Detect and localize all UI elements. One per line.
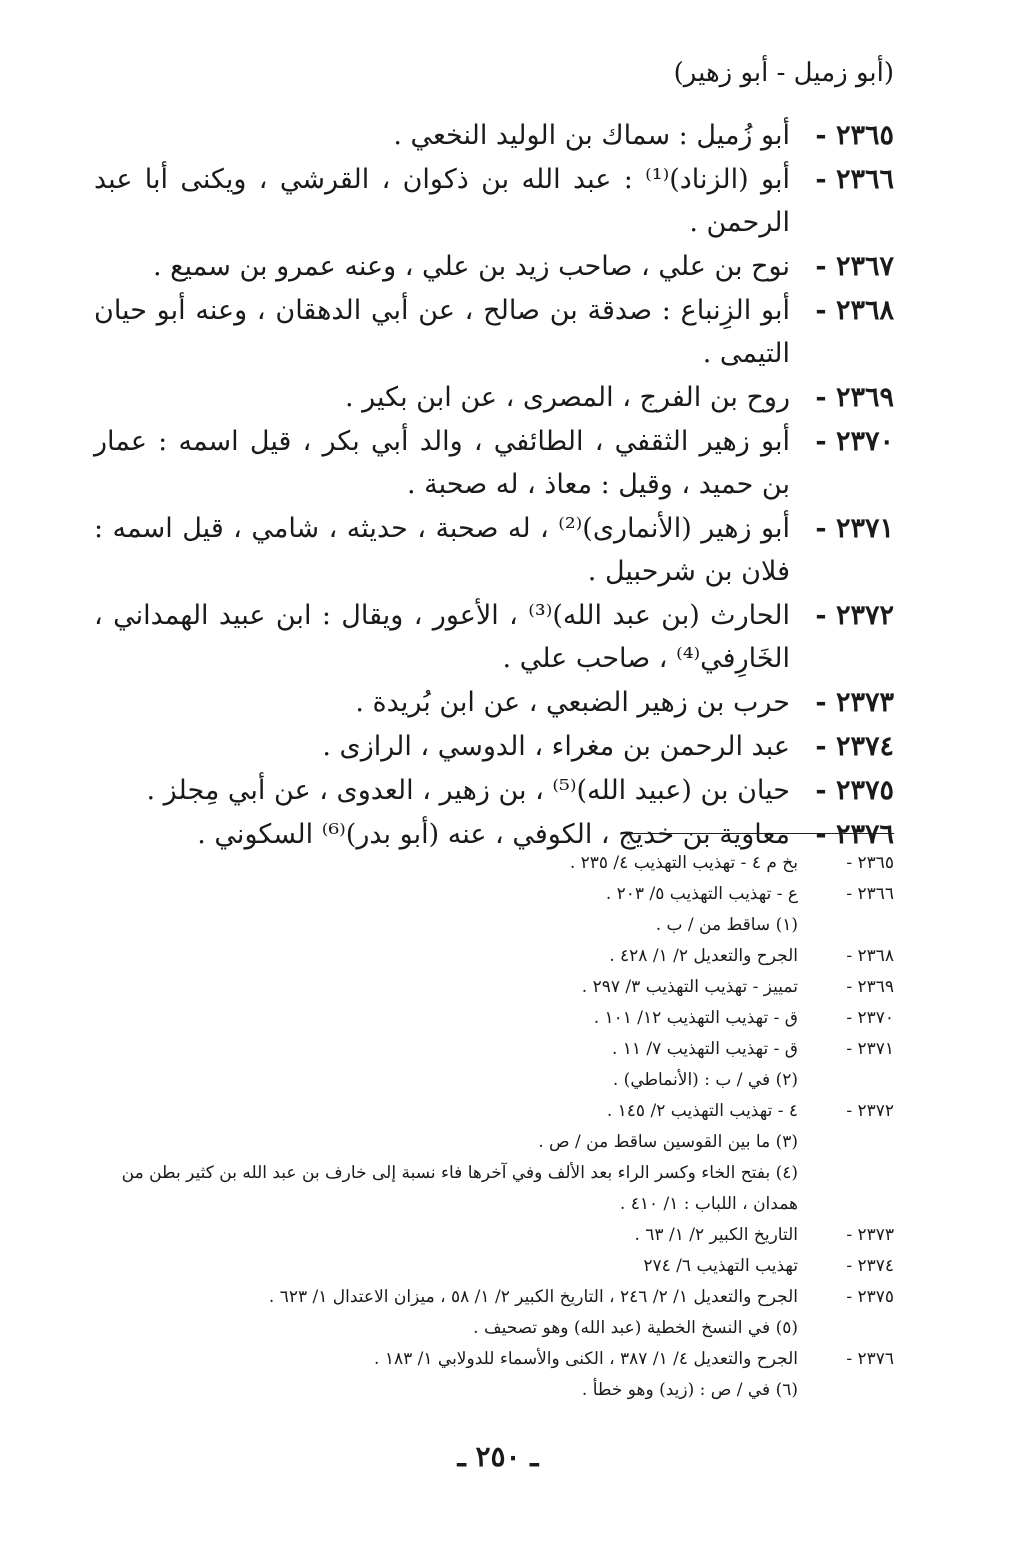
entry-number: ٢٣٦٩ - bbox=[815, 382, 894, 413]
footnote-text: ق - تهذيب التهذيب ٧/ ١١ . bbox=[611, 1039, 798, 1059]
footnote-ref: ٢٣٧١ - bbox=[846, 1039, 894, 1059]
footnote-ref: ٢٣٦٥ - bbox=[846, 853, 894, 873]
footnote bbox=[94, 1096, 894, 1127]
footnote-ref: ٢٣٦٦ - bbox=[846, 884, 894, 904]
entry-text: أبو زهير (الأنمارى)⁽²⁾ ، له صحبة ، حديثه ، شامي ، قيل اسمه : فلان بن شرحبيل . bbox=[94, 513, 790, 587]
footnote-text: الجرح والتعديل ١/ ٢/ ٢٤٦ ، التاريخ الكبير ٢/ ١/ ٥٨ ، ميزان الاعتدال ١/ ٦٢٣ . bbox=[268, 1287, 798, 1307]
entry-text: حيان بن (عبيد الله)⁽⁵⁾ ، بن زهير ، العدوى ، عن أبي مِجلز . bbox=[146, 775, 790, 806]
footnote-text: الجرح والتعديل ٤/ ١/ ٣٨٧ ، الكنى والأسماء للدولابي ١/ ١٨٣ . bbox=[374, 1349, 798, 1369]
entry-number: ٢٣٧١ - bbox=[815, 513, 894, 544]
entry-text: أبو الزِنباع : صدقة بن صالح ، عن أبي الدهقان ، وعنه أبو حيان التيمى . bbox=[94, 295, 790, 369]
footnote bbox=[94, 848, 894, 879]
entry bbox=[94, 507, 894, 593]
page-number: ـ ٢٥٠ ـ bbox=[457, 1440, 539, 1473]
entry-number: ٢٣٧٥ - bbox=[815, 775, 894, 806]
entry-text: معاوية بن خديج ، الكوفي ، عنه (أبو بدر)⁽⁶⁾ السكوني . bbox=[197, 819, 790, 850]
footnote-ref: ٢٣٧٣ - bbox=[846, 1225, 894, 1245]
footnote bbox=[94, 1344, 894, 1375]
footnote-text: (٦) في / ص : (زيد) وهو خطأ . bbox=[581, 1380, 798, 1400]
footnote-ref: ٢٣٦٩ - bbox=[846, 977, 894, 997]
entry bbox=[94, 420, 894, 506]
entry-number: ٢٣٧٦ - bbox=[815, 819, 894, 850]
footnote bbox=[94, 1220, 894, 1251]
entry-number: ٢٣٦٥ - bbox=[815, 120, 894, 151]
entry-number: ٢٣٧٤ - bbox=[815, 731, 894, 762]
footnote-text: بخ م ٤ - تهذيب التهذيب ٤/ ٢٣٥ . bbox=[569, 853, 798, 873]
footnotes-list bbox=[94, 848, 894, 1406]
footnote bbox=[94, 1034, 894, 1065]
footnote-ref: ٢٣٧٦ - bbox=[846, 1349, 894, 1369]
footnote-text: (١) ساقط من / ب . bbox=[655, 915, 798, 935]
entry-number: ٢٣٦٦ - bbox=[815, 164, 894, 195]
footnote bbox=[94, 1065, 894, 1096]
footnote bbox=[94, 910, 894, 941]
footnote-text: (٢) في / ب : (الأنماطي) . bbox=[612, 1070, 798, 1090]
footnote-text: تمييز - تهذيب التهذيب ٣/ ٢٩٧ . bbox=[581, 977, 798, 997]
footnote-ref: ٢٣٧٥ - bbox=[846, 1287, 894, 1307]
running-header: (أبو زميل - أبو زهير) bbox=[673, 58, 894, 88]
footnote bbox=[94, 1158, 894, 1220]
footnote-text: (٣) ما بين القوسين ساقط من / ص . bbox=[538, 1132, 798, 1152]
entry bbox=[94, 594, 894, 680]
footnote-divider bbox=[626, 833, 894, 834]
entry-text: حرب بن زهير الضبعي ، عن ابن بُريدة . bbox=[355, 687, 790, 718]
entry bbox=[94, 289, 894, 375]
entry bbox=[94, 245, 894, 288]
footnote bbox=[94, 941, 894, 972]
entry bbox=[94, 158, 894, 244]
entry bbox=[94, 376, 894, 419]
entry bbox=[94, 725, 894, 768]
entry bbox=[94, 681, 894, 724]
entry bbox=[94, 114, 894, 157]
footnote bbox=[94, 879, 894, 910]
footnote-text: (٥) في النسخ الخطية (عبد الله) وهو تصحيف . bbox=[473, 1318, 798, 1338]
entry-text: أبو (الزناد)⁽¹⁾ : عبد الله بن ذكوان ، القرشي ، ويكنى أبا عبد الرحمن . bbox=[94, 164, 790, 238]
entry-text: أبو زُميل : سماك بن الوليد النخعي . bbox=[393, 120, 790, 151]
entry-text: عبد الرحمن بن مغراء ، الدوسي ، الرازى . bbox=[322, 731, 790, 762]
footnote-text: تهذيب التهذيب ٦/ ٢٧٤ bbox=[643, 1256, 798, 1276]
entry-text: روح بن الفرج ، المصرى ، عن ابن بكير . bbox=[344, 382, 790, 413]
entry-text: أبو زهير الثقفي ، الطائفي ، والد أبي بكر ، قيل اسمه : عمار بن حميد ، وقيل : معاذ ، له صحبة . bbox=[94, 426, 790, 500]
entries-list bbox=[94, 114, 894, 857]
footnote bbox=[94, 1251, 894, 1282]
footnote-ref: ٢٣٧٤ - bbox=[846, 1256, 894, 1276]
entry-text: نوح بن علي ، صاحب زيد بن علي ، وعنه عمرو بن سميع . bbox=[152, 251, 790, 282]
footnote-ref: ٢٣٧٠ - bbox=[846, 1008, 894, 1028]
footnote-text: التاريخ الكبير ٢/ ١/ ٦٣ . bbox=[634, 1225, 798, 1245]
entry-number: ٢٣٧٠ - bbox=[815, 426, 894, 457]
footnote-text: (٤) بفتح الخاء وكسر الراء بعد الألف وفي آخرها فاء نسبة إلى خارف بن عبد الله بن كثير بطن من همدان ، اللباب : ١/ ٤١٠ . bbox=[121, 1163, 798, 1214]
footnote bbox=[94, 1127, 894, 1158]
footnote-ref: ٢٣٧٢ - bbox=[846, 1101, 894, 1121]
entry-number: ٢٣٦٧ - bbox=[815, 251, 894, 282]
footnote-text: ق - تهذيب التهذيب ١٢/ ١٠١ . bbox=[593, 1008, 798, 1028]
footnote bbox=[94, 972, 894, 1003]
footnote bbox=[94, 1375, 894, 1406]
entry-text: الحارث (بن عبد الله)⁽³⁾ ، الأعور ، ويقال : ابن عبيد الهمداني ، الخَارِفي⁽⁴⁾ ، صاحب علي . bbox=[94, 600, 790, 674]
entry bbox=[94, 769, 894, 812]
footnote-ref: ٢٣٦٨ - bbox=[846, 946, 894, 966]
footnote-text: ع - تهذيب التهذيب ٥/ ٢٠٣ . bbox=[605, 884, 798, 904]
footnote bbox=[94, 1313, 894, 1344]
entry-number: ٢٣٧٢ - bbox=[815, 600, 894, 631]
footnote-text: ٤ - تهذيب التهذيب ٢/ ١٤٥ . bbox=[606, 1101, 798, 1121]
entry-number: ٢٣٦٨ - bbox=[815, 295, 894, 326]
entry-number: ٢٣٧٣ - bbox=[815, 687, 894, 718]
footnote-text: الجرح والتعديل ٢/ ١/ ٤٢٨ . bbox=[609, 946, 798, 966]
footnote bbox=[94, 1003, 894, 1034]
footnote bbox=[94, 1282, 894, 1313]
